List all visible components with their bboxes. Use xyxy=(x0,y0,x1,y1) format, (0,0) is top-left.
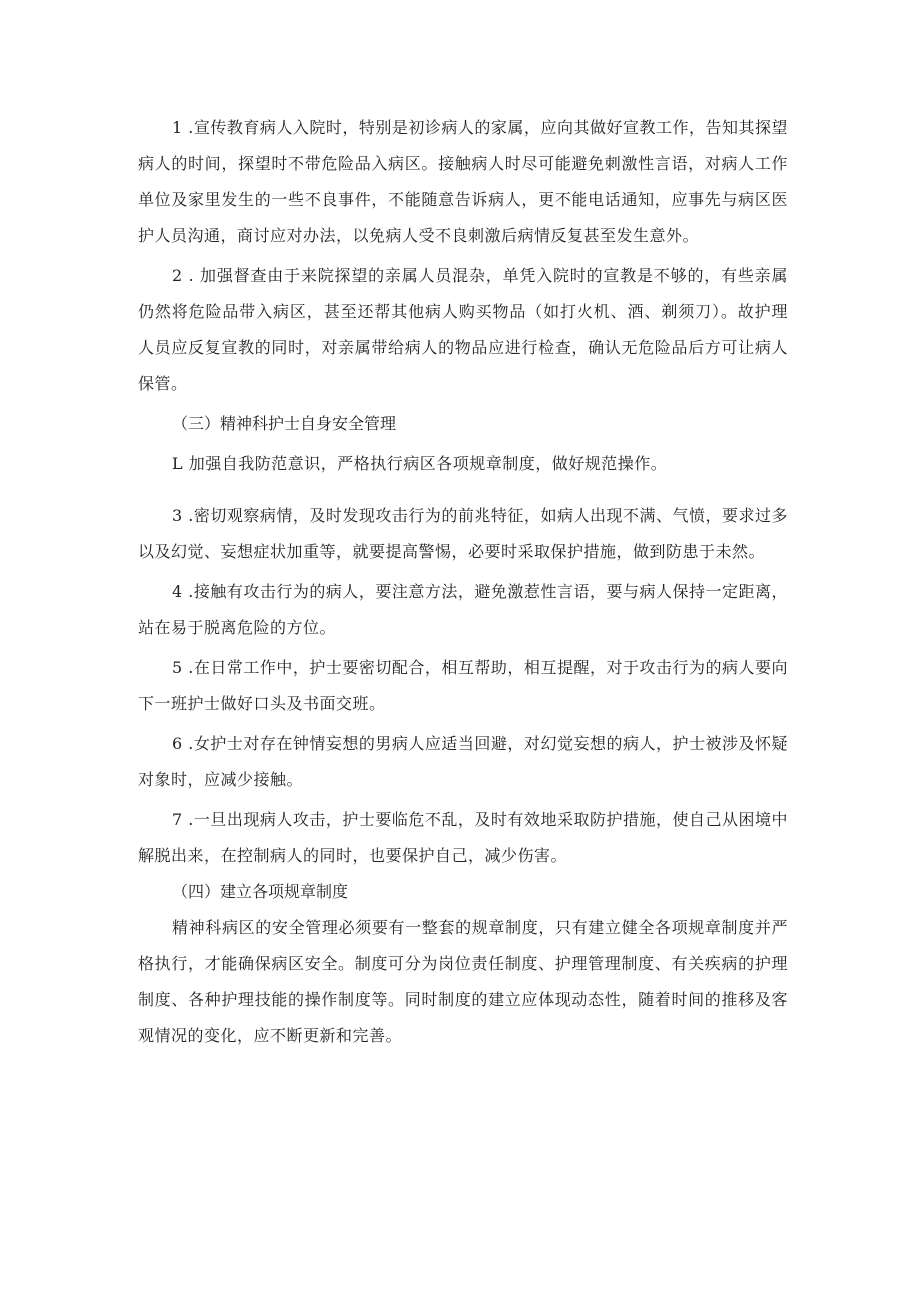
paragraph-1-visitor-education: 1 .宣传教育病人入院时，特别是初诊病人的家属，应向其做好宣教工作，告知其探望病人的时间，探望时不带危险品入病区。接触病人时尽可能避免刺激性言语，对病人工作单位及家里发生的一些不良事件，不能随意告诉病人，更不能电话通知，应事先与病区医护人员沟通，商讨应对办法，以免病人受不良刺激后病情反复甚至发生意外。 xyxy=(138,118,788,245)
paragraph-4-contact: 4 .接触有攻击行为的病人，要注意方法，避免激惹性言语，要与病人保持一定距离，站在易于脱离危险的方位。 xyxy=(138,582,788,637)
section-heading-regulations: （四）建立各项规章制度 xyxy=(172,882,349,901)
paragraph-6-female-nurse: 6 .女护士对存在钟情妄想的男病人应适当回避，对幻觉妄想的病人，护士被涉及怀疑对象时，应减少接触。 xyxy=(138,734,788,789)
paragraph-7-attack-response: 7 .一旦出现病人攻击，护士要临危不乱，及时有效地采取防护措施，使自己从困境中解脱出来，在控制病人的同时，也要保护自己，减少伤害。 xyxy=(138,810,788,865)
paragraph-regulations: 精神科病区的安全管理必须要有一整套的规章制度，只有建立健全各项规章制度并严格执行，才能确保病区安全。制度可分为岗位责任制度、护理管理制度、有关疾病的护理制度、各种护理技能的操作制度等。同时制度的建立应体现动态性，随着时间的推移及客观情况的变化，应不断更新和完善。 xyxy=(138,918,788,1045)
paragraph-self-protection: L 加强自我防范意识，严格执行病区各项规章制度，做好规范操作。 xyxy=(172,454,668,473)
paragraph-2-inspection: 2 . 加强督查由于来院探望的亲属人员混杂，单凭入院时的宣教是不够的，有些亲属仍然将危险品带入病区，甚至还帮其他病人购买物品（如打火机、酒、剃须刀）。故护理人员应反复宣教的同时，对亲属带给病人的物品应进行检查，确认无危险品后方可让病人保管。 xyxy=(138,266,788,393)
paragraph-5-cooperation: 5 .在日常工作中，护士要密切配合，相互帮助，相互提醒，对于攻击行为的病人要向下一班护士做好口头及书面交班。 xyxy=(138,658,788,713)
paragraph-3-observation: 3 .密切观察病情，及时发现攻击行为的前兆特征，如病人出现不满、气愤，要求过多以及幻觉、妄想症状加重等，就要提高警惕，必要时采取保护措施，做到防患于未然。 xyxy=(138,506,788,561)
document-body xyxy=(138,110,788,1054)
section-heading-nurse-safety: （三）精神科护士自身安全管理 xyxy=(172,414,397,433)
